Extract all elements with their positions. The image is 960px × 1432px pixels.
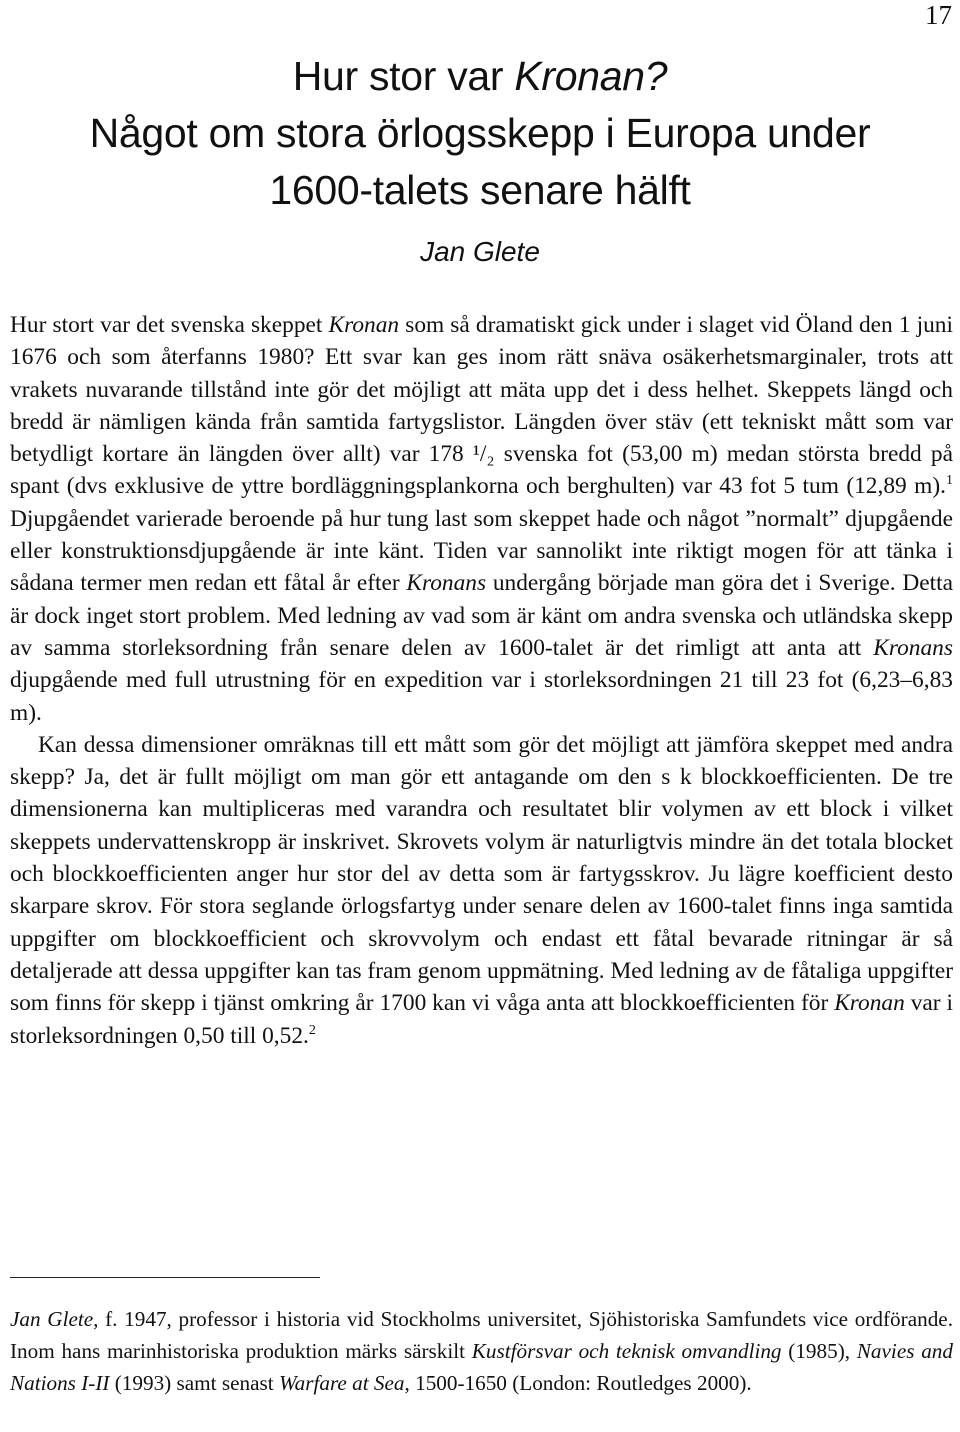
italic-ship-name: Kronans <box>406 570 487 597</box>
italic-ship-name: Kronan <box>834 990 905 1017</box>
title-line-3: 1600-talets senare hälft <box>269 167 691 213</box>
book-title: Navies and Nations I-II <box>10 1339 953 1395</box>
footnote-marker-2: 2 <box>308 1021 316 1038</box>
title-line-2: Något om stora örlogsskepp i Europa under <box>89 110 871 156</box>
page-number: 17 <box>925 0 952 30</box>
author-name: Jan Glete <box>420 236 540 267</box>
title-ship-name: Kronan? <box>514 53 668 99</box>
text-run: Djupgåendet varierade beroende på hur tung last som skeppet hade och något ”normalt” djupgående eller konstruktionsdjupgående är inte känt. Tiden var sannolikt inte riktigt mogen för att tänka i sådana termer men redan ett fåtal år efter <box>10 505 953 597</box>
article-body <box>10 309 953 1052</box>
italic-ship-name: Kronans <box>873 634 953 661</box>
text-run: som så dramatiskt gick under i slaget vid Öland den 1 juni 1676 och som återfanns 1980? Ett svar kan ges inom rätt snäva osäkerhetsmarginaler, trots att vrakets nuvarande tillstånd inte gör det möjligt att mäta upp det i dess helhet. Skeppets längd och bredd är nämligen kända från samtida fartygslistor. Längden över stäv (ett tekniskt mått som var betydligt kortare än längden över allt) var 178 <box>10 312 953 468</box>
italic-ship-name: Kronan <box>328 312 400 338</box>
text-run: djupgående med full utrustning för en expedition var i storleksordningen 21 till 23 fot (6,23–6,83 m). <box>10 667 953 726</box>
fraction-half: ¹/₂ <box>472 441 495 468</box>
title-line-1-text: Hur stor var <box>292 53 515 99</box>
footnote-divider <box>10 1277 320 1278</box>
body-paragraph-1 <box>10 309 953 729</box>
text-run: var i storleksordningen 0,50 till 0,52. <box>10 990 953 1049</box>
footnote-author-name: Jan Glete, <box>10 1307 99 1331</box>
text-run: undergång började man göra det i Sverige. Detta är dock inget stort problem. Med ledning av vad som är känt om andra svenska och utländska skepp av samma storleksordning från senare delen av 1600-talet är det rimligt att anta att <box>10 570 953 661</box>
text-run: f. 1947, professor i historia vid Stockholms universitet, Sjöhistoriska Samfundets vice ordförande. Inom hans marinhistoriska produktion märks särskilt <box>10 1307 953 1363</box>
text-run: Hur stort var det svenska skeppet <box>10 312 329 338</box>
title-line-1 <box>0 48 960 105</box>
book-title: Warfare at Sea <box>278 1371 405 1395</box>
text-run: (1985), <box>781 1339 857 1363</box>
text-run: , 1500-1650 (London: Routledges 2000). <box>404 1371 752 1395</box>
text-run: Kan dessa dimensioner omräknas till ett mått som gör det möjligt att jämföra skeppet med andra skepp? Ja, det är fullt möjligt om man gör ett antagande om den s k blockkoefficienten. De tre dimensionerna kan multipliceras med varandra och resultatet blir volymen av ett block i vilket skeppets undervattenskropp är inskrivet. Skrovets volym är naturligtvis mindre än det totala blocket och blockkoefficienten anger hur stor del av detta som är fartygsskrov. Ju lägre koefficient desto skarpare skrov. För stora seglande örlogsfartyg under senare delen av 1600-talet finns inga samtida uppgifter om blockkoefficient och skrovvolym och endast ett fåtal bevarade ritningar är så detaljerade att dessa uppgifter kan tas fram genom uppmätning. Med ledning av de fåtaliga uppgifter som finns för skepp i tjänst omkring år 1700 kan vi våga anta att blockkoefficienten för <box>10 731 953 1017</box>
text-run: (1993) samt senast <box>109 1371 279 1395</box>
article-title <box>0 48 960 219</box>
body-paragraph-2 <box>10 729 953 1052</box>
footnote-marker-1: 1 <box>945 472 953 489</box>
author-footnote <box>10 1303 953 1399</box>
text-run: svenska fot (53,00 m) medan största bredd på spant (dvs exklusive de yttre bordläggningsplankorna och berghulten) var 43 fot 5 tum (12,89 m). <box>10 441 953 500</box>
book-title: Kustförsvar och teknisk omvandling <box>471 1339 782 1363</box>
